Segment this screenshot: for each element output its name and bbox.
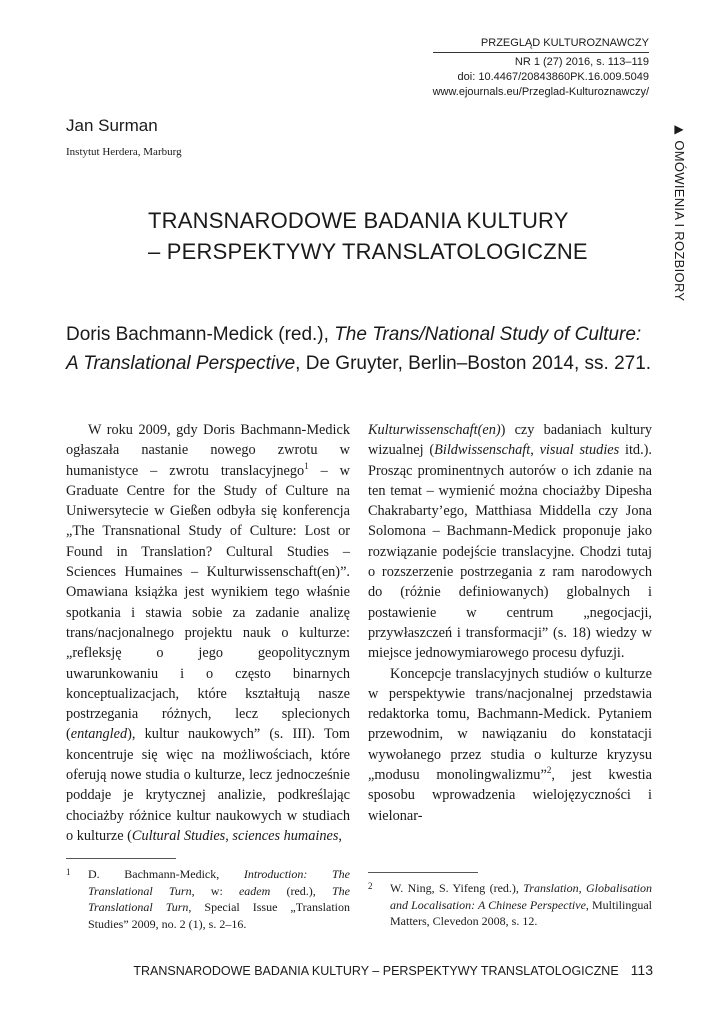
page-footer	[133, 962, 653, 978]
section-label: OMÓWIENIA I ROZBIORY	[672, 140, 687, 302]
title-line-2: – PERSPEKTYWY TRANSLATOLOGICZNE	[148, 239, 588, 264]
book-publication: , De Gruyter, Berlin–Boston 2014, ss. 271.	[295, 353, 652, 374]
body-column-left	[66, 420, 350, 846]
journal-issue: NR 1 (27) 2016, s. 113–119	[514, 56, 649, 68]
journal-url[interactable]: www.ejournals.eu/Przeglad-Kulturoznawczy/	[432, 86, 649, 98]
footnote-rule	[368, 872, 478, 873]
author-name: Jan Surman	[66, 116, 158, 135]
paragraph: Kulturwissenschaft(en)) czy badaniach kultury wizualnej (Bildwissenschaft, visual studies itd.). Prosząc prominentnych autorów o ich zdanie na ten temat – wymienić można chociażby Dipesha Chakrabarty’ego, Matthiasa Middella czy Jona Solomona – Bachmann-Medick proponuje jako rozwiązanie podejście translacyjne. Chodzi tutaj o rozszerzenie postrzegania z ram narodowych do (różnie definiowanych) globalnych i postawienie w centrum „negocjacji, przywłaszczeń i transformacji” (s. 18) wiedzy w miejsce jednowymiarowego procesu dyfuzji.	[368, 422, 652, 662]
paragraph: W roku 2009, gdy Doris Bachmann-Medick ogłaszała nastanie nowego zwrotu w humanistyce – zwrotu translacyjnego$^1$ – w Graduate Centre for the Study of Culture na Uniwersytecie w Gießen odbyła się konferencja „The Transnational Study of Culture: Lost or Found in Translation? Cultural Studies – Sciences Humaines – Kulturwissenschaft(en)”. Omawiana książka jest wynikiem tego właśnie spotkania i stawia sobie za zadanie analizę trans/nacjonalnego projektu nauk o kulturze: „refleksję o jego geopolitycznym uwarunkowaniu i o często binarnych konceptualizacjach, które kształtują nasze postrzegania różnych, lecz splecionych (entangled), kultur naukowych” (s. III). Tom koncentruje się więc na możliwościach, które oferują nowe studia o kulturze, lecz jednocześnie poddaje je krytycznej analizie, podkreślając chociażby różnice kultur naukowych w studiach o kulturze (Cultural Studies, sciences humaines,	[66, 422, 350, 844]
paragraph: Koncepcje translacyjnych studiów o kulturze w perspektywie trans/nacjonalnej przedstawia redaktorka tomu, Bachmann-Medick. Pytaniem przewodnim, w nawiązaniu do konstatacji wywołanego przez studia o kulturze kryzysu „modusu monolingwalizmu”$^2$, jest kwestia sposobu wprowadzenia wielojęzyczności i wielonar-	[368, 665, 652, 824]
section-marker-icon: ▶	[672, 122, 686, 137]
reviewed-book	[66, 320, 656, 378]
title-line-1: TRANSNARODOWE BADANIA KULTURY	[148, 208, 569, 233]
article-title	[148, 205, 588, 267]
footnote-ref[interactable]: 2	[546, 765, 552, 776]
book-editor: Doris Bachmann-Medick (red.),	[66, 324, 335, 345]
footnote-2: 2 W. Ning, S. Yifeng (red.), Translation, Globalisation and Localisation: A Chinese Perspective, Multilingual Matters, Clevedon 2008, s. 12.	[368, 880, 652, 930]
footnote-number: 2	[368, 881, 373, 891]
footnote-rule	[66, 858, 176, 859]
footnote-ref[interactable]: 1	[304, 460, 309, 471]
running-title: TRANSNARODOWE BADANIA KULTURY – PERSPEKTYWY TRANSLATOLOGICZNE	[133, 964, 619, 978]
section-sidebar	[672, 122, 687, 301]
journal-doi: doi: 10.4467/20843860PK.16.009.5049	[457, 71, 649, 83]
book-title-part1: The Trans/National Study of Culture:	[334, 324, 642, 345]
journal-header	[433, 36, 649, 100]
body-column-right	[368, 420, 652, 826]
journal-name: PRZEGLĄD KULTUROZNAWCZY	[433, 36, 649, 53]
footnote-number: 1	[66, 867, 71, 877]
book-title-part2: A Translational Perspective	[66, 353, 296, 374]
page-number: 113	[630, 962, 653, 978]
author-affiliation: Instytut Herdera, Marburg	[66, 146, 182, 158]
footnote-1: 1 D. Bachmann-Medick, Introduction: The Translational Turn, w: eadem (red.), The Translational Turn, Special Issue „Translation Studies” 2009, no. 2 (1), s. 2–16.	[66, 866, 350, 932]
